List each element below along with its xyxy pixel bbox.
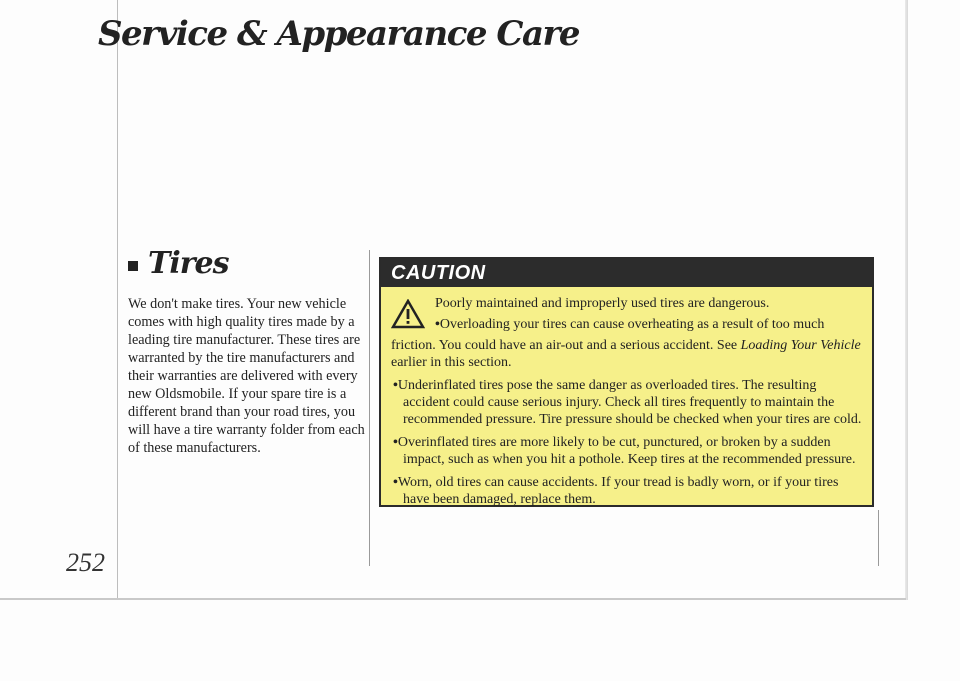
caution-first-bullet-lead: •Overloading your tires can cause overheating as a result of too much [435, 317, 825, 332]
tires-body-paragraph: We don't make tires. Your new vehicle comes with high quality tires made by a leading tire manufacturer. These tires are warranted by the tire manufacturers and their warranties are delivered with every new Oldsmobile. If your spare tire is a different brand than your road tires, you will have a tire warranty folder from each of these manufacturers. [128, 296, 365, 456]
caution-header [381, 259, 872, 287]
caution-first-bullet-cont: friction. You could have an air-out and a serious accident. See Loading Your Vehicle earlier in this section. [391, 338, 861, 370]
caution-intro-block [435, 295, 824, 337]
caution-label: CAUTION [391, 261, 486, 284]
bullet-dot-icon: • [393, 435, 398, 450]
tires-heading [128, 246, 229, 281]
right-column-rule [878, 510, 879, 566]
section-title: Service & Appearance Care [98, 14, 580, 54]
caution-bullet: •Underinflated tires pose the same danger as overloaded tires. The resulting accident could cause serious injury. Check all tires frequently to maintain the recommended pressure. Tire pressure should be checked when your tires are cold. [393, 378, 862, 427]
left-margin-rule [117, 0, 118, 600]
caution-bullet: •Worn, old tires can cause accidents. If your tread is badly worn, or if your tires have been damaged, replace them. [393, 475, 839, 507]
page-number: 252 [66, 548, 105, 577]
right-page-edge [905, 0, 908, 600]
caution-bullet: •Overinflated tires are more likely to be cut, punctured, or broken by a sudden impact, such as when you hit a pothole. Keep tires at the recommended pressure. [393, 435, 856, 467]
cross-reference: Loading Your Vehicle [740, 338, 861, 353]
caution-intro: Poorly maintained and improperly used tires are dangerous. [435, 296, 770, 311]
bullet-dot-icon: • [435, 317, 440, 332]
column-divider [369, 250, 370, 566]
bottom-rule [0, 598, 906, 600]
caution-box [379, 257, 874, 507]
caution-intro-row [391, 295, 862, 337]
bullet-dot-icon: • [393, 378, 398, 393]
caution-body [381, 287, 872, 508]
square-bullet-icon [128, 261, 138, 271]
warning-triangle-icon [391, 299, 425, 329]
bullet-dot-icon: • [393, 475, 398, 490]
heading-text: Tires [148, 246, 229, 281]
